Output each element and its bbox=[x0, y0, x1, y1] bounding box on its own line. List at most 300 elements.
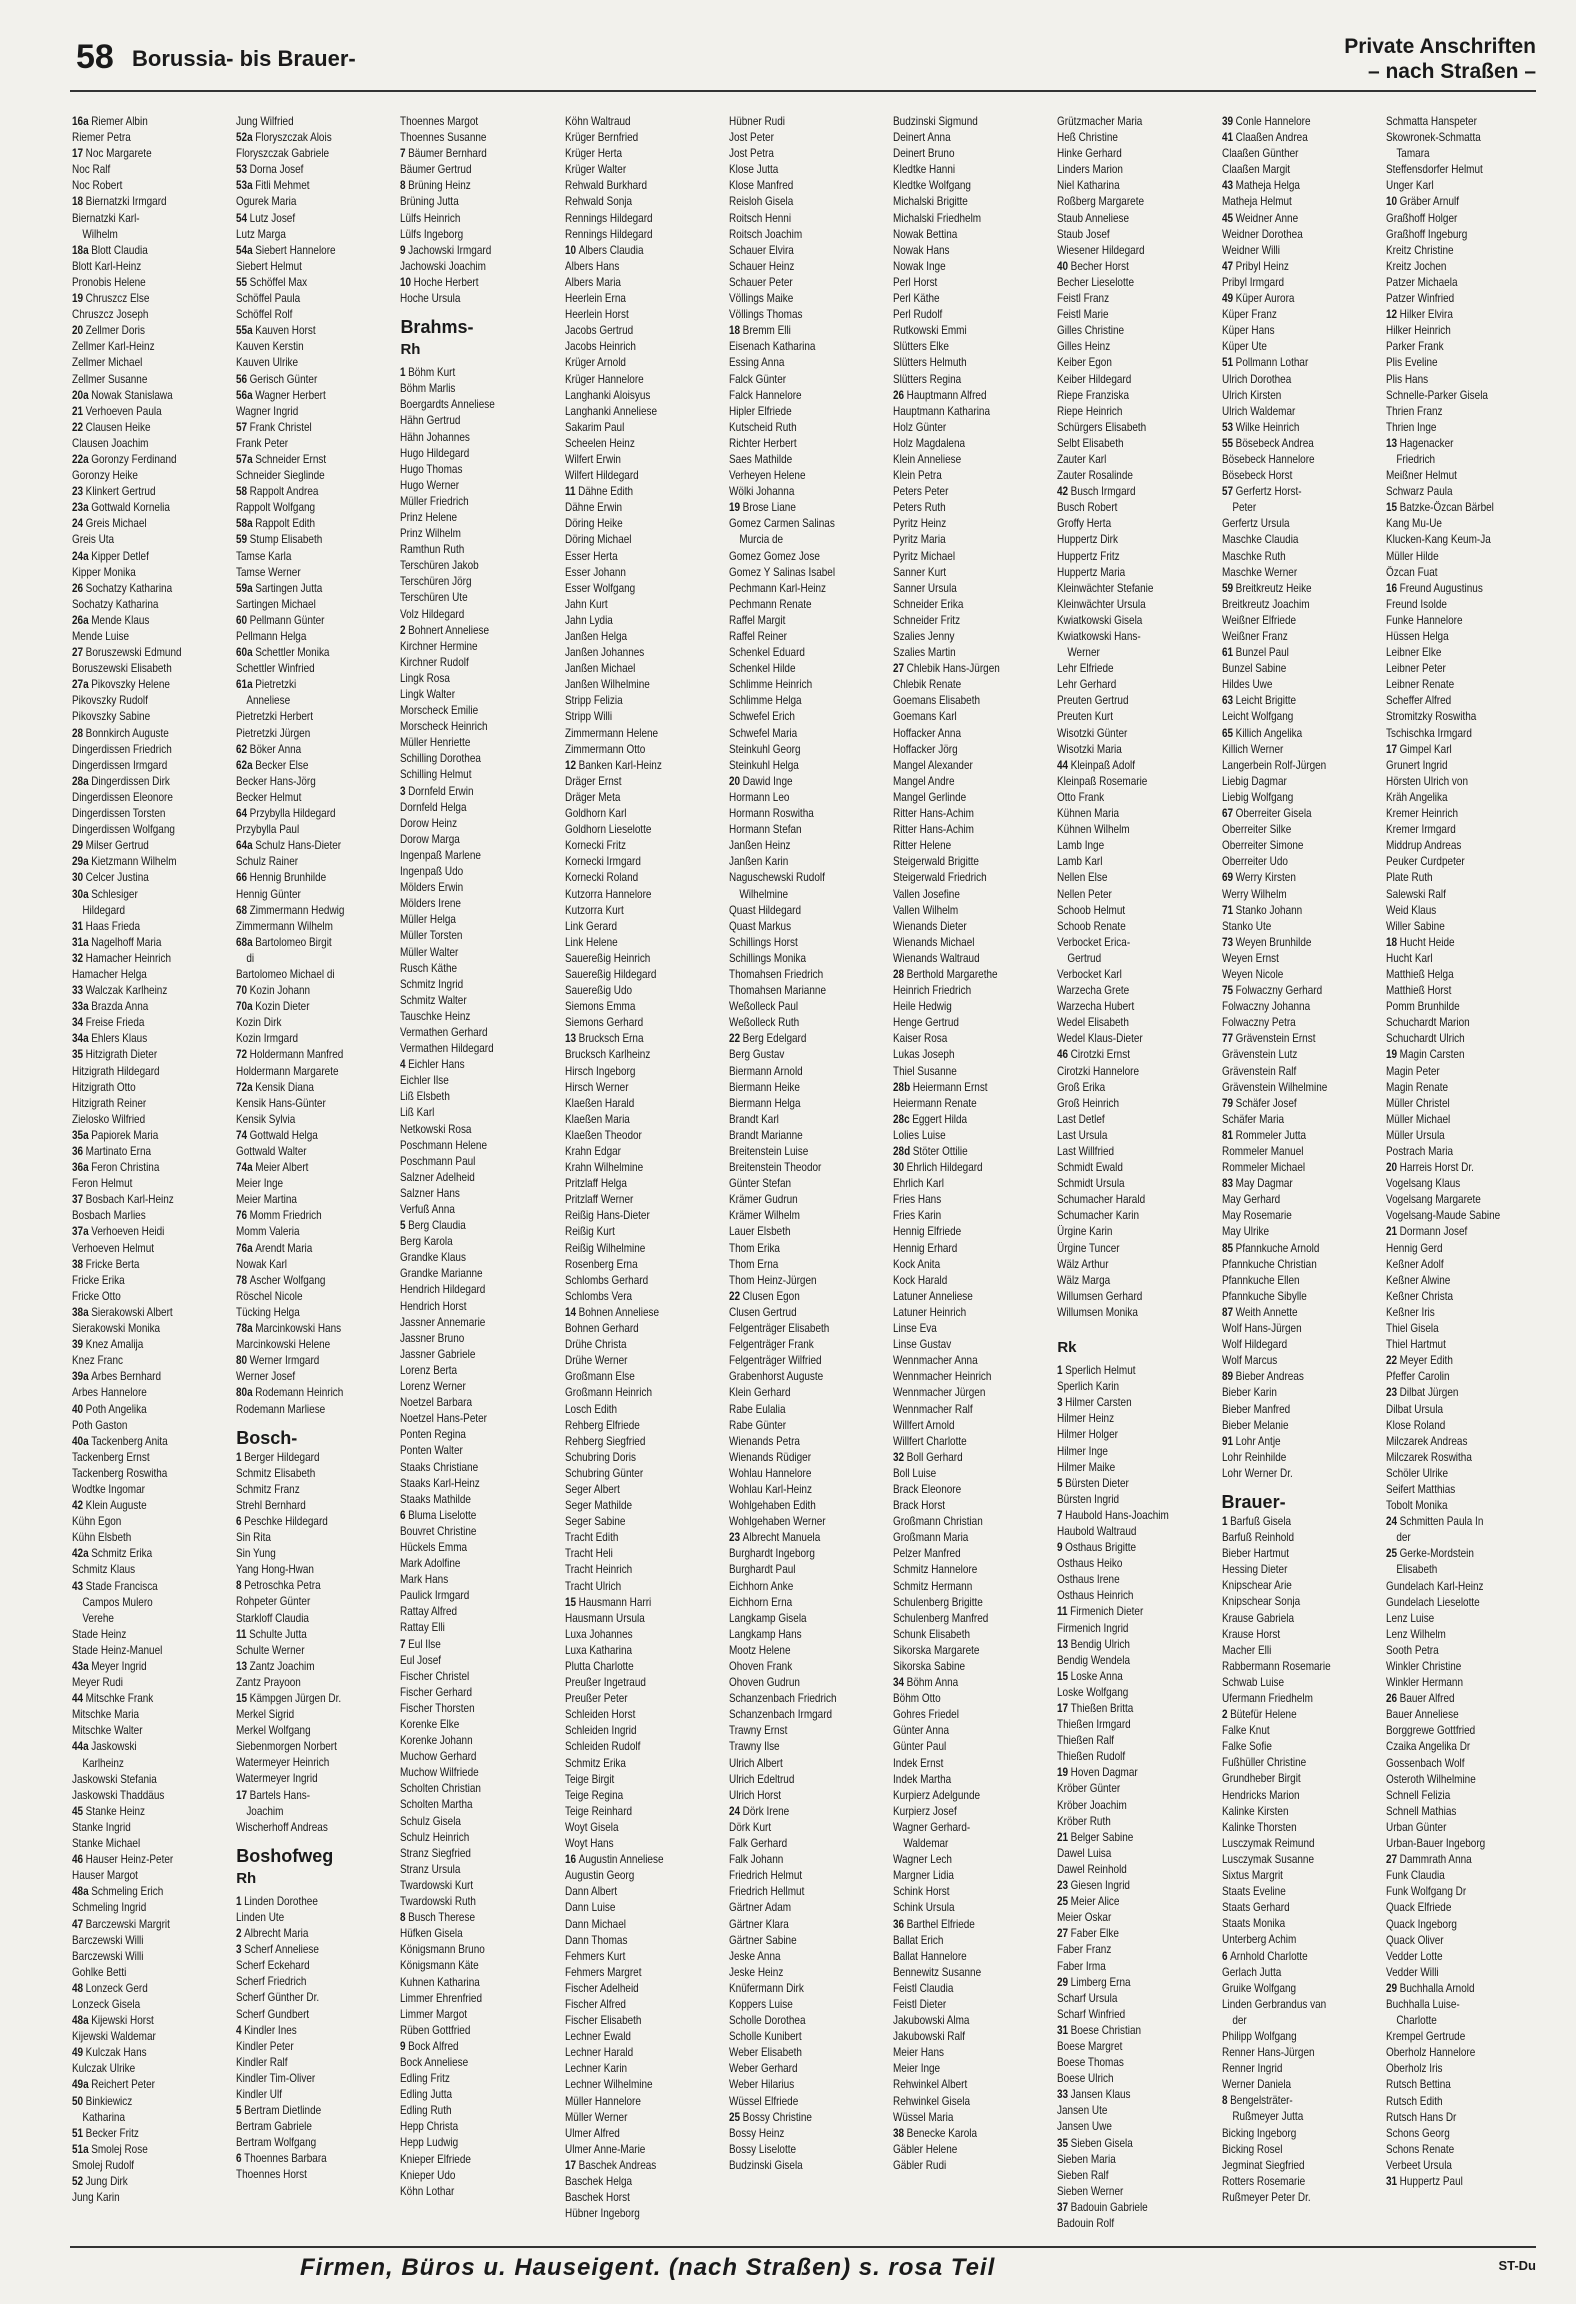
house-number: 22 bbox=[72, 420, 84, 434]
entry-continuation: der bbox=[1396, 1531, 1411, 1545]
resident-entry: Lenz Luise bbox=[1385, 1611, 1434, 1625]
resident-entry: Dähne Erwin bbox=[564, 501, 622, 515]
entry-continuation: Charlotte bbox=[1396, 2014, 1437, 2028]
resident-entry: Hendricks Marion bbox=[1221, 1788, 1300, 1802]
resident-name: Bürsten Dieter bbox=[1065, 1476, 1130, 1490]
resident-entry: Teige Reinhard bbox=[564, 1804, 632, 1818]
resident-entry: Pfannkuche Sibylle bbox=[1221, 1289, 1307, 1303]
resident-entry: Hepp Christa bbox=[400, 2120, 459, 2134]
resident-name: Schulte Jutta bbox=[249, 1627, 307, 1641]
resident-entry: Hoffacker Jörg bbox=[893, 742, 958, 756]
resident-entry bbox=[729, 774, 881, 790]
resident-entry bbox=[1057, 2136, 1209, 2152]
resident-entry bbox=[1386, 1224, 1538, 1240]
resident-entry: Rehwinkel Albert bbox=[893, 2078, 968, 2092]
resident-entry: Riemer Petra bbox=[72, 131, 131, 145]
resident-entry: Jeske Anna bbox=[728, 1949, 781, 1963]
resident-entry bbox=[1222, 484, 1374, 500]
resident-entry: Schwefel Erich bbox=[728, 710, 795, 724]
resident-entry: Linden Gerbrandus van bbox=[1221, 1997, 1326, 2011]
house-number: 85 bbox=[1221, 1241, 1233, 1255]
resident-entry bbox=[1386, 2174, 1538, 2190]
resident-entry: Stromitzky Roswitha bbox=[1385, 710, 1477, 724]
resident-entry: Terschüren Ute bbox=[400, 591, 469, 605]
resident-entry: Lutz Marga bbox=[236, 227, 287, 241]
resident-name: Przybylla Hildegard bbox=[249, 807, 336, 821]
resident-name: Schmeling Erich bbox=[91, 1885, 164, 1899]
resident-entry: Sakarim Paul bbox=[564, 420, 624, 434]
resident-entry: Noetzel Barbara bbox=[400, 1396, 473, 1410]
house-number: 81 bbox=[1221, 1128, 1233, 1142]
resident-entry: Jaskowski Thaddäus bbox=[72, 1788, 165, 1802]
resident-entry: Müller Christel bbox=[1385, 1096, 1450, 1110]
resident-entry: Ulrich Dorothea bbox=[1221, 372, 1291, 386]
resident-entry bbox=[236, 178, 388, 194]
resident-name: Ehrlich Hildegard bbox=[906, 1161, 983, 1175]
resident-name: Biernatzki Irmgard bbox=[85, 195, 167, 209]
resident-entry: Kwiatkowski Hans- bbox=[1057, 630, 1142, 643]
resident-entry: Hugo Werner bbox=[400, 478, 460, 492]
house-number: 16a bbox=[72, 115, 89, 128]
resident-entry: Barczewski Willi bbox=[72, 1933, 144, 1947]
resident-entry: Heiermann Renate bbox=[893, 1096, 977, 1110]
resident-entry: Drühe Christa bbox=[564, 1338, 627, 1352]
house-number: 13 bbox=[1057, 1637, 1069, 1651]
resident-entry bbox=[1386, 935, 1538, 951]
resident-entry: Niel Katharina bbox=[1057, 179, 1120, 193]
resident-entry: Sikorska Sabine bbox=[893, 1660, 966, 1673]
resident-entry bbox=[1057, 1701, 1209, 1717]
resident-entry bbox=[1386, 1047, 1538, 1063]
resident-entry: Preuten Kurt bbox=[1057, 710, 1114, 724]
resident-entry bbox=[1222, 581, 1374, 597]
resident-name: Folwaczny Gerhard bbox=[1235, 984, 1322, 998]
resident-name: Magin Carsten bbox=[1399, 1048, 1465, 1062]
house-number: 80 bbox=[236, 1354, 248, 1368]
resident-entry: Liebig Wolfgang bbox=[1221, 790, 1293, 804]
resident-entry: Knipschear Arie bbox=[1221, 1579, 1292, 1593]
resident-entry: Schenkel Hilde bbox=[728, 662, 796, 676]
resident-entry bbox=[72, 1305, 224, 1321]
resident-entry: Lechner Ewald bbox=[564, 2030, 631, 2044]
resident-entry: Mangel Alexander bbox=[893, 758, 973, 772]
entry-continuation: Wilhelmine bbox=[739, 887, 788, 901]
resident-entry: Keßner Alwine bbox=[1385, 1273, 1451, 1287]
resident-entry: Bohnen Gerhard bbox=[564, 1322, 639, 1336]
resident-entry: Schmatta Hanspeter bbox=[1385, 115, 1477, 128]
resident-entry: Cirotzki Hannelore bbox=[1057, 1064, 1140, 1078]
resident-entry: Stade Heinz-Manuel bbox=[72, 1643, 163, 1657]
resident-entry: Kulczak Ulrike bbox=[72, 2062, 136, 2076]
resident-name: Ascher Wolfgang bbox=[249, 1273, 326, 1287]
resident-entry bbox=[236, 532, 388, 548]
resident-entry: Langkamp Gisela bbox=[728, 1611, 807, 1625]
resident-entry: Schürgers Elisabeth bbox=[1057, 420, 1147, 434]
resident-entry: Rüben Gottfried bbox=[400, 2023, 471, 2037]
house-number: 30 bbox=[72, 871, 84, 885]
resident-entry: Reißig Wilhelmine bbox=[564, 1241, 645, 1255]
resident-entry: Ogurek Maria bbox=[236, 195, 297, 209]
house-number: 31 bbox=[1057, 2023, 1069, 2037]
resident-entry: Klose Jutta bbox=[728, 163, 779, 177]
resident-name: Petroschka Petra bbox=[244, 1579, 321, 1593]
house-number: 3 bbox=[400, 784, 406, 798]
resident-entry bbox=[400, 146, 552, 162]
resident-entry bbox=[72, 1884, 224, 1900]
resident-entry bbox=[1386, 1353, 1538, 1369]
street-heading: Brauer- bbox=[1221, 1491, 1286, 1512]
resident-entry: Rennings Hildegard bbox=[564, 211, 653, 225]
resident-entry: Hückels Emma bbox=[400, 1540, 468, 1554]
house-number: 64a bbox=[236, 839, 253, 853]
resident-entry: Becker Hans-Jörg bbox=[236, 774, 317, 788]
resident-entry: Weißner Franz bbox=[1221, 630, 1288, 643]
resident-entry: Clusen Gertrud bbox=[728, 1305, 797, 1319]
resident-name: Eul Ilse bbox=[408, 1637, 442, 1651]
entry-continuation: Murcia de bbox=[739, 533, 783, 547]
resident-name: Jaskowski bbox=[91, 1740, 137, 1754]
resident-entry: Jakubowski Ralf bbox=[893, 2030, 966, 2044]
house-number: 63 bbox=[1221, 694, 1233, 708]
house-number: 44 bbox=[72, 1692, 84, 1706]
resident-entry: Merkel Wolfgang bbox=[236, 1724, 311, 1738]
resident-entry bbox=[893, 1144, 1045, 1160]
resident-entry: Großmann Christian bbox=[893, 1515, 983, 1529]
house-number: 23a bbox=[72, 501, 89, 515]
resident-entry bbox=[72, 935, 224, 951]
resident-name: Verhoeven Paula bbox=[85, 404, 162, 418]
house-number: 67 bbox=[1221, 807, 1233, 821]
resident-entry: Biermann Heike bbox=[728, 1080, 800, 1094]
resident-entry: Klaeßen Theodor bbox=[564, 1128, 642, 1142]
resident-entry: Twardowski Kurt bbox=[400, 1878, 474, 1892]
resident-name: Brucksch Erna bbox=[578, 1032, 644, 1046]
resident-entry: Holz Magdalena bbox=[893, 436, 966, 450]
resident-entry: Biermann Helga bbox=[728, 1096, 801, 1110]
resident-name: Bartolomeo Birgit bbox=[255, 935, 332, 949]
resident-entry bbox=[236, 275, 388, 291]
resident-entry: Zauter Karl bbox=[1057, 452, 1107, 466]
resident-entry: Magin Renate bbox=[1385, 1080, 1448, 1094]
resident-entry: Hilmer Holger bbox=[1057, 1428, 1119, 1442]
resident-entry: Dornfeld Helga bbox=[400, 800, 467, 814]
resident-entry: Noetzel Hans-Peter bbox=[400, 1412, 488, 1426]
resident-name: Heiermann Ernst bbox=[912, 1080, 988, 1094]
resident-entry: Falck Hannelore bbox=[728, 388, 802, 402]
resident-entry: Ritter Hans-Achim bbox=[893, 807, 975, 821]
resident-entry: Wienands Michael bbox=[893, 935, 975, 949]
resident-entry: Goemans Elisabeth bbox=[893, 694, 981, 708]
resident-entry bbox=[1057, 1669, 1209, 1685]
resident-entry: Graßhoff Holger bbox=[1385, 211, 1458, 225]
resident-name: Bunzel Paul bbox=[1235, 646, 1289, 660]
resident-name: Rappolt Andrea bbox=[249, 485, 319, 499]
resident-entry: Schink Ursula bbox=[893, 1901, 955, 1915]
resident-entry: Mangel Andre bbox=[893, 774, 955, 788]
resident-entry: Bock Anneliese bbox=[400, 2055, 469, 2069]
resident-entry: Schulz Gisela bbox=[400, 1814, 462, 1828]
house-number: 77 bbox=[1221, 1032, 1233, 1046]
resident-name: Kensik Diana bbox=[255, 1080, 315, 1094]
resident-entry: Gärtner Klara bbox=[728, 1917, 789, 1931]
resident-entry bbox=[1057, 1363, 1209, 1379]
resident-entry: Schmitz Erika bbox=[564, 1756, 626, 1770]
resident-entry: Last Ursula bbox=[1057, 1128, 1108, 1142]
resident-entry: Zantz Prayoon bbox=[236, 1675, 302, 1689]
resident-entry: Kühnen Wilhelm bbox=[1057, 823, 1130, 837]
house-number: 17 bbox=[1385, 742, 1397, 756]
resident-entry: Skowronek-Schmatta bbox=[1385, 131, 1481, 145]
resident-entry: Zellmer Michael bbox=[72, 356, 143, 370]
resident-name: Klinkert Gertrud bbox=[85, 485, 156, 499]
resident-entry: Rabe Günter bbox=[728, 1418, 786, 1432]
resident-entry bbox=[893, 1450, 1045, 1466]
resident-entry bbox=[72, 1852, 224, 1868]
house-number: 43a bbox=[72, 1660, 89, 1673]
resident-entry: Kirchner Rudolf bbox=[400, 655, 470, 669]
resident-entry: Gruike Wolfgang bbox=[1221, 1981, 1296, 1995]
resident-entry: Saes Mathilde bbox=[728, 452, 793, 466]
resident-entry: Korenke Johann bbox=[400, 1734, 474, 1748]
resident-entry: Raffel Margit bbox=[728, 613, 786, 627]
resident-entry: Mölders Irene bbox=[400, 897, 462, 911]
resident-entry: Siebenmorgen Norbert bbox=[236, 1740, 338, 1754]
resident-entry: Völlings Thomas bbox=[728, 308, 803, 322]
resident-entry: Lorenz Werner bbox=[400, 1380, 467, 1394]
resident-entry: Ulrich Edeltrud bbox=[728, 1772, 795, 1786]
resident-entry: Schmitz Elisabeth bbox=[236, 1466, 316, 1480]
directory-columns bbox=[72, 114, 1538, 2230]
resident-entry: Ingenpaß Marlene bbox=[400, 848, 482, 862]
resident-entry: Nowak Inge bbox=[893, 259, 946, 273]
resident-entry: Dilbat Ursula bbox=[1385, 1402, 1443, 1416]
resident-name: Frank Christel bbox=[249, 420, 312, 434]
resident-name: Meier Albert bbox=[255, 1161, 309, 1175]
house-number: 27 bbox=[1385, 1853, 1397, 1867]
resident-entry: Thrien Franz bbox=[1385, 404, 1443, 418]
resident-entry bbox=[236, 484, 388, 500]
resident-entry: Wälz Arthur bbox=[1057, 1257, 1109, 1271]
resident-entry: Edling Jutta bbox=[400, 2088, 453, 2102]
resident-name: Arendt Maria bbox=[255, 1241, 313, 1255]
resident-name: Barczewski Margrit bbox=[85, 1917, 170, 1931]
resident-entry bbox=[1386, 1691, 1538, 1707]
resident-entry: Schmitz Hermann bbox=[893, 1579, 973, 1593]
house-number: 23 bbox=[1057, 1879, 1069, 1893]
house-number: 62a bbox=[236, 758, 253, 772]
house-number: 78a bbox=[236, 1322, 253, 1336]
resident-entry bbox=[1057, 1765, 1209, 1781]
resident-entry: Esser Wolfgang bbox=[564, 581, 635, 595]
house-number: 33 bbox=[72, 984, 84, 998]
resident-entry: Falke Sofie bbox=[1221, 1740, 1272, 1754]
resident-entry: Langhanki Anneliese bbox=[564, 404, 657, 418]
resident-entry: Schulz Rainer bbox=[236, 855, 299, 869]
resident-entry: Riepe Heinrich bbox=[1057, 404, 1123, 418]
resident-entry bbox=[72, 2174, 224, 2190]
resident-entry: Scheffer Alfred bbox=[1385, 694, 1451, 708]
resident-name: Becker Else bbox=[255, 758, 309, 772]
house-number: 26 bbox=[893, 388, 905, 402]
resident-name: Bossy Christine bbox=[742, 2110, 812, 2124]
resident-name: Pietretzki bbox=[255, 678, 297, 692]
resident-name: Lonzeck Gerd bbox=[85, 1981, 148, 1995]
resident-entry: Rommeler Manuel bbox=[1221, 1145, 1304, 1158]
resident-name: Gerisch Günter bbox=[249, 372, 318, 386]
resident-entry: Pomm Brunhilde bbox=[1385, 1000, 1460, 1014]
resident-name: Smolej Rose bbox=[91, 2142, 148, 2156]
resident-entry: Dingerdissen Friedrich bbox=[72, 742, 172, 756]
resident-entry: Weißner Elfriede bbox=[1221, 613, 1296, 627]
resident-entry: Kozin Irmgard bbox=[236, 1032, 299, 1046]
resident-entry bbox=[1222, 420, 1374, 436]
resident-name: Clusen Egon bbox=[742, 1289, 800, 1303]
resident-entry: Gäbler Rudi bbox=[893, 2158, 947, 2172]
resident-name: Pellmann Günter bbox=[249, 613, 325, 627]
resident-entry: Lülfs Ingeborg bbox=[400, 227, 464, 241]
house-number: 19 bbox=[728, 501, 740, 515]
resident-entry bbox=[72, 388, 224, 404]
resident-entry: Sin Rita bbox=[236, 1531, 272, 1545]
resident-entry: Plutta Charlotte bbox=[564, 1660, 634, 1673]
resident-name: Hagenacker bbox=[1399, 436, 1454, 450]
house-number: 43 bbox=[1221, 179, 1233, 193]
resident-entry: Hennig Gerd bbox=[1385, 1241, 1443, 1255]
resident-entry: Schmitz Ingrid bbox=[400, 977, 464, 991]
resident-entry: Ulrich Albert bbox=[728, 1756, 783, 1770]
resident-entry: Wohlgehaben Werner bbox=[728, 1515, 826, 1529]
resident-entry: Woyt Hans bbox=[564, 1837, 614, 1851]
resident-entry: Thomahsen Marianne bbox=[728, 984, 826, 998]
resident-entry: Otto Frank bbox=[1057, 790, 1105, 804]
resident-entry: Szalies Martin bbox=[893, 646, 956, 660]
house-number: 6 bbox=[400, 1508, 406, 1522]
resident-name: Ehlers Klaus bbox=[91, 1032, 148, 1046]
resident-entry bbox=[1222, 1128, 1374, 1144]
resident-name: Gerfertz Horst- bbox=[1235, 485, 1302, 499]
resident-entry: Bendig Wendela bbox=[1057, 1653, 1131, 1667]
resident-name: Stanko Johann bbox=[1235, 903, 1302, 917]
resident-entry: Losch Edith bbox=[564, 1402, 617, 1416]
entry-continuation: Wilhelm bbox=[82, 227, 118, 241]
resident-entry: Scherf Friedrich bbox=[236, 1975, 307, 1989]
resident-entry bbox=[236, 806, 388, 822]
resident-entry: Meier Oskar bbox=[1057, 1911, 1112, 1925]
entry-continuation: der bbox=[1231, 2013, 1247, 2027]
resident-entry: Pyritz Heinz bbox=[893, 517, 947, 531]
resident-entry: Janßen Helga bbox=[564, 630, 627, 643]
resident-entry bbox=[236, 999, 388, 1015]
resident-entry: Bouvret Christine bbox=[400, 1524, 477, 1538]
resident-name: Stump Elisabeth bbox=[249, 533, 323, 547]
house-number: 51a bbox=[72, 2142, 89, 2156]
resident-entry: Kirchner Hermine bbox=[400, 639, 479, 653]
resident-entry: Nowak Hans bbox=[893, 243, 950, 257]
directory-column bbox=[1222, 114, 1374, 2232]
resident-entry: Boese Margret bbox=[1057, 2039, 1123, 2053]
resident-entry: Seger Mathilde bbox=[564, 1499, 632, 1513]
resident-entry: Matthieß Horst bbox=[1385, 984, 1452, 998]
resident-entry: Scholle Kunibert bbox=[728, 2030, 802, 2044]
resident-entry: Vedder Lotte bbox=[1385, 1949, 1443, 1963]
section-title-line1: Private Anschriften bbox=[1344, 35, 1536, 58]
resident-entry: Tracht Edith bbox=[564, 1531, 619, 1545]
resident-entry: Philipp Wolfgang bbox=[1221, 2029, 1297, 2043]
resident-entry: Wagner Ingrid bbox=[236, 404, 299, 418]
resident-entry: Schubring Günter bbox=[564, 1466, 643, 1480]
house-number: 38a bbox=[72, 1305, 89, 1319]
resident-entry bbox=[236, 452, 388, 468]
house-number: 20 bbox=[1385, 1161, 1397, 1175]
resident-entry: Renner Hans-Jürgen bbox=[1221, 2046, 1315, 2060]
resident-entry: Grävenstein Ralf bbox=[1221, 1064, 1296, 1078]
resident-entry: Wölki Johanna bbox=[728, 485, 795, 499]
house-number: 12 bbox=[1385, 308, 1397, 322]
resident-entry: Hoffacker Anna bbox=[893, 726, 962, 740]
resident-entry: Tücking Helga bbox=[236, 1305, 300, 1319]
resident-entry bbox=[1222, 1305, 1374, 1321]
resident-entry: Vermathen Hildegard bbox=[400, 1042, 495, 1056]
resident-name: Nowak Stanislawa bbox=[91, 388, 173, 402]
resident-entry: Wilfert Erwin bbox=[564, 452, 621, 466]
resident-entry: Janßen Johannes bbox=[564, 646, 644, 660]
resident-entry: Noc Robert bbox=[72, 179, 123, 193]
house-number: 50 bbox=[72, 2094, 84, 2108]
resident-entry: Schmidt Ewald bbox=[1057, 1161, 1124, 1175]
resident-entry: Rutsch Edith bbox=[1385, 2094, 1443, 2108]
resident-entry: Teige Regina bbox=[564, 1788, 623, 1802]
house-number: 20 bbox=[728, 774, 740, 788]
resident-entry: Eichhorn Erna bbox=[728, 1595, 793, 1609]
resident-entry: Staaks Christiane bbox=[400, 1460, 479, 1474]
house-number: 44 bbox=[1057, 758, 1069, 772]
resident-name: Nagelhoff Maria bbox=[91, 935, 162, 949]
resident-entry: Ballat Hannelore bbox=[893, 1949, 967, 1963]
resident-entry: Mölders Erwin bbox=[400, 881, 464, 895]
page-number: 58 bbox=[76, 38, 114, 76]
resident-entry bbox=[565, 1305, 717, 1321]
resident-entry: Scherf Eckehard bbox=[236, 1959, 310, 1973]
house-number: 49 bbox=[1221, 292, 1233, 306]
resident-name: Poth Angelika bbox=[85, 1402, 147, 1416]
house-number: 17 bbox=[564, 2158, 576, 2172]
resident-entry: Verbocket Erica- bbox=[1057, 935, 1131, 949]
resident-entry: Königsmann Bruno bbox=[400, 1943, 486, 1957]
resident-entry: Krahn Wilhelmine bbox=[564, 1161, 643, 1175]
resident-entry: Verbeet Ursula bbox=[1385, 2158, 1452, 2172]
resident-entry: Lenz Wilhelm bbox=[1385, 1627, 1446, 1641]
resident-entry: Brack Horst bbox=[893, 1499, 946, 1513]
resident-name: Pfannkuche Arnold bbox=[1235, 1241, 1319, 1255]
resident-entry: Wüssel Maria bbox=[893, 2110, 954, 2124]
resident-entry: Grützmacher Maria bbox=[1057, 115, 1143, 128]
resident-entry: Gilles Heinz bbox=[1057, 340, 1111, 354]
resident-entry: Thomahsen Friedrich bbox=[728, 967, 824, 981]
resident-entry bbox=[1057, 484, 1209, 500]
resident-entry: Osthaus Heinrich bbox=[1057, 1589, 1134, 1603]
resident-entry: Baschek Horst bbox=[564, 2191, 630, 2205]
resident-entry: Dräger Meta bbox=[564, 790, 621, 804]
house-number: 23 bbox=[72, 485, 84, 499]
resident-entry: Lukas Joseph bbox=[893, 1048, 955, 1062]
house-number: 9 bbox=[1057, 1541, 1063, 1555]
resident-entry bbox=[72, 452, 224, 468]
entry-continuation: Tamara bbox=[1396, 147, 1430, 161]
resident-name: Busch Therese bbox=[408, 1911, 476, 1925]
resident-entry: Zauter Rosalinde bbox=[1057, 469, 1134, 483]
resident-entry: Janßen Michael bbox=[564, 662, 636, 676]
directory-column bbox=[400, 114, 552, 2232]
